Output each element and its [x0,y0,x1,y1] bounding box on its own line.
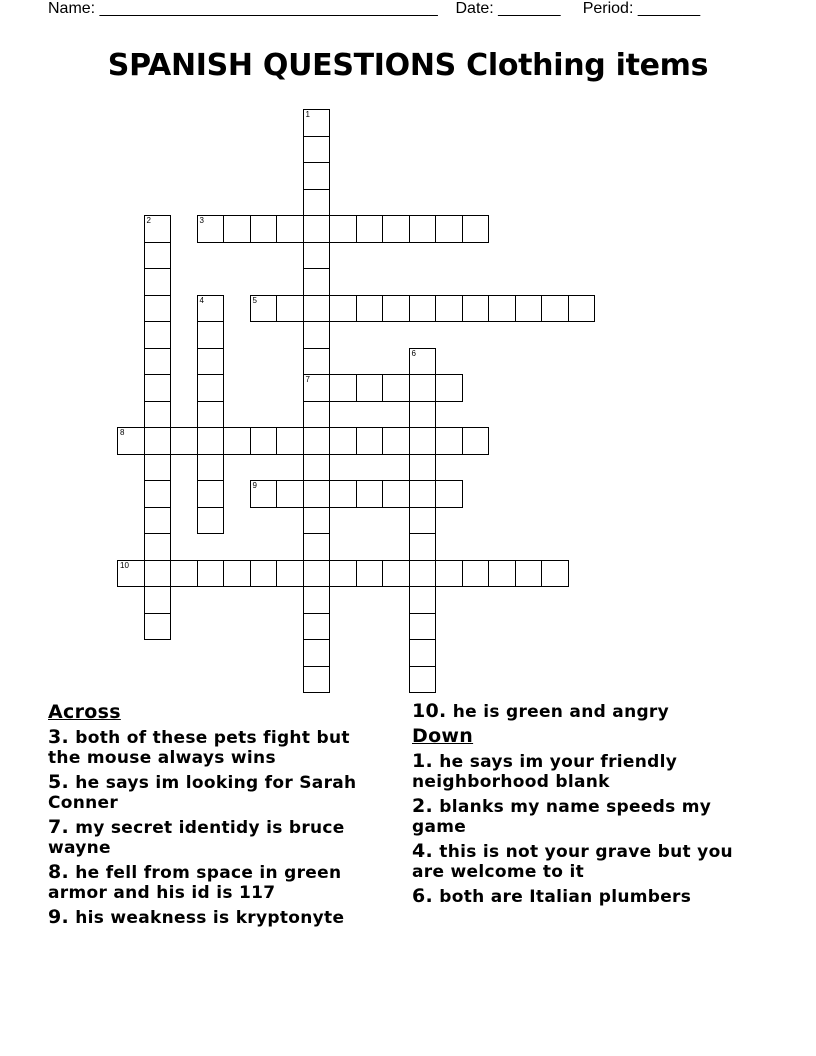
clue-number: 4. [412,840,434,862]
grid-cell[interactable] [382,560,410,588]
grid-cell[interactable] [435,374,463,402]
grid-cell[interactable] [303,215,331,243]
grid-cell[interactable] [197,321,225,349]
grid-cell[interactable] [409,666,437,694]
grid-cell[interactable] [329,295,357,323]
grid-cell[interactable] [144,427,172,455]
grid-cell[interactable] [435,295,463,323]
grid-cell[interactable] [144,454,172,482]
grid-cell[interactable] [144,401,172,429]
grid-cell[interactable] [276,560,304,588]
grid-cell[interactable] [276,480,304,508]
grid-cell[interactable] [435,560,463,588]
grid-cell[interactable] [356,560,384,588]
grid-cell[interactable] [223,560,251,588]
clue-across-3 [48,727,388,768]
clue-number: 1. [412,750,434,772]
grid-cell[interactable] [541,560,569,588]
page-title: SPANISH QUESTIONS Clothing items [107,48,709,83]
cell-number: 7 [305,375,310,384]
grid-cell[interactable] [435,427,463,455]
grid-cell[interactable] [409,215,437,243]
clue-text: he says im your friendly neighborhood blank [412,752,678,792]
grid-cell[interactable] [382,427,410,455]
clue-number: 8. [48,861,70,883]
grid-cell[interactable] [409,586,437,614]
clue-down-2 [412,796,752,837]
grid-cell[interactable] [356,480,384,508]
grid-cell[interactable] [303,480,331,508]
grid-cell[interactable] [409,401,437,429]
grid-cell[interactable] [170,560,198,588]
grid-cell[interactable] [435,215,463,243]
grid-cell[interactable] [197,480,225,508]
clue-text: this is not your grave but you are welcome to it [412,842,733,882]
clue-number: 6. [412,885,434,907]
grid-cell[interactable] [303,268,331,296]
cell-number: 3 [199,216,204,225]
clue-down-1 [412,751,752,792]
grid-cell[interactable] [144,374,172,402]
clues-right-column [412,701,752,907]
grid-cell[interactable] [223,215,251,243]
grid-cell[interactable] [409,427,437,455]
cell-number: 10 [120,560,129,570]
clue-down-6 [412,886,752,907]
grid-cell[interactable] [488,295,516,323]
grid-cell[interactable] [197,295,225,323]
grid-cell[interactable] [303,560,331,588]
grid-cell[interactable] [303,613,331,641]
grid-cell[interactable] [144,480,172,508]
grid-cell[interactable] [197,215,225,243]
clue-number: 2. [412,795,434,817]
grid-cell[interactable] [144,560,172,588]
clue-text: he fell from space in green armor and his id is 117 [48,863,342,903]
clue-number: 5. [48,771,70,793]
grid-cell[interactable] [303,586,331,614]
grid-cell[interactable] [329,215,357,243]
clue-across-7 [48,817,388,858]
grid-cell[interactable] [382,215,410,243]
grid-cell[interactable] [303,666,331,694]
grid-cell[interactable] [356,215,384,243]
grid-cell[interactable] [303,189,331,217]
cell-number: 1 [305,110,310,119]
grid-cell[interactable] [250,215,278,243]
grid-cell[interactable] [250,480,278,508]
grid-cell[interactable] [356,295,384,323]
cell-number: 5 [252,295,257,305]
grid-cell[interactable] [276,215,304,243]
grid-cell[interactable] [568,295,596,323]
grid-cell[interactable] [409,613,437,641]
cell-number: 9 [252,481,257,490]
clue-text: his weakness is kryptonyte [75,908,345,928]
clue-text: both are Italian plumbers [439,887,692,907]
grid-cell[interactable] [409,639,437,667]
grid-cell[interactable] [409,480,437,508]
grid-cell[interactable] [303,507,331,535]
grid-cell[interactable] [170,427,198,455]
grid-cell[interactable] [197,454,225,482]
grid-cell[interactable] [197,348,225,376]
grid-cell[interactable] [197,560,225,588]
across-heading: Across [48,701,121,723]
grid-cell[interactable] [303,109,331,137]
grid-cell[interactable] [356,427,384,455]
grid-cell[interactable] [197,374,225,402]
grid-cell[interactable] [329,480,357,508]
grid-cell[interactable] [223,427,251,455]
clue-text: he says im looking for Sarah Conner [48,773,357,813]
grid-cell[interactable] [197,401,225,429]
clue-across-9 [48,907,388,928]
grid-cell[interactable] [276,427,304,455]
grid-cell[interactable] [303,454,331,482]
grid-cell[interactable] [303,295,331,323]
clue-text: he is green and angry [452,702,669,722]
cell-number: 2 [146,216,151,225]
grid-cell[interactable] [144,242,172,270]
grid-cell[interactable] [303,533,331,561]
clue-number: 7. [48,816,70,838]
grid-cell[interactable] [488,560,516,588]
grid-cell[interactable] [462,427,490,455]
grid-cell[interactable] [144,268,172,296]
grid-cell[interactable] [197,507,225,535]
grid-cell[interactable] [117,560,145,588]
clues-left-column [48,701,388,928]
grid-cell[interactable] [382,374,410,402]
grid-cell[interactable] [303,427,331,455]
grid-cell[interactable] [250,427,278,455]
grid-cell[interactable] [303,136,331,164]
grid-cell[interactable] [462,295,490,323]
grid-cell[interactable] [409,533,437,561]
clue-number: 3. [48,726,70,748]
grid-cell[interactable] [144,507,172,535]
cell-number: 6 [411,348,416,358]
grid-cell[interactable] [250,560,278,588]
clue-text: blanks my name speeds my game [412,797,712,837]
clue-text: both of these pets fight but the mouse always wins [48,728,350,768]
grid-cell[interactable] [144,586,172,614]
grid-cell[interactable] [303,162,331,190]
cell-number: 4 [199,295,204,305]
grid-cell[interactable] [462,215,490,243]
grid-cell[interactable] [303,321,331,349]
grid-cell[interactable] [462,560,490,588]
clue-text: my secret identidy is bruce wayne [48,818,345,858]
grid-cell[interactable] [541,295,569,323]
grid-cell[interactable] [515,295,543,323]
grid-cell[interactable] [117,427,145,455]
grid-cell[interactable] [303,639,331,667]
grid-cell[interactable] [197,427,225,455]
grid-cell[interactable] [250,295,278,323]
down-heading: Down [412,725,474,747]
grid-cell[interactable] [303,242,331,270]
clue-across-5 [48,772,388,813]
grid-cell[interactable] [382,480,410,508]
grid-cell[interactable] [435,480,463,508]
grid-cell[interactable] [409,454,437,482]
grid-cell[interactable] [303,348,331,376]
grid-cell[interactable] [144,533,172,561]
grid-cell[interactable] [144,348,172,376]
grid-cell[interactable] [144,295,172,323]
clue-down-4 [412,841,752,882]
grid-cell[interactable] [303,401,331,429]
cell-number: 8 [120,428,125,437]
grid-cell[interactable] [409,348,437,376]
grid-cell[interactable] [144,321,172,349]
grid-cell[interactable] [303,374,331,402]
grid-cell[interactable] [382,295,410,323]
clue-across-8 [48,862,388,903]
grid-cell[interactable] [356,374,384,402]
grid-cell[interactable] [329,427,357,455]
grid-cell[interactable] [329,560,357,588]
grid-cell[interactable] [144,215,172,243]
clue-number: 9. [48,906,70,928]
grid-cell[interactable] [276,295,304,323]
grid-cell[interactable] [409,560,437,588]
grid-cell[interactable] [409,374,437,402]
grid-cell[interactable] [515,560,543,588]
grid-cell[interactable] [409,507,437,535]
clue-across-10 [412,701,752,722]
grid-cell[interactable] [144,613,172,641]
name-date-period-line: Name: ______________________________________ Date: _______ Period: _______ [48,0,701,17]
grid-cell[interactable] [329,374,357,402]
clue-number: 10. [412,700,447,722]
grid-cell[interactable] [409,295,437,323]
